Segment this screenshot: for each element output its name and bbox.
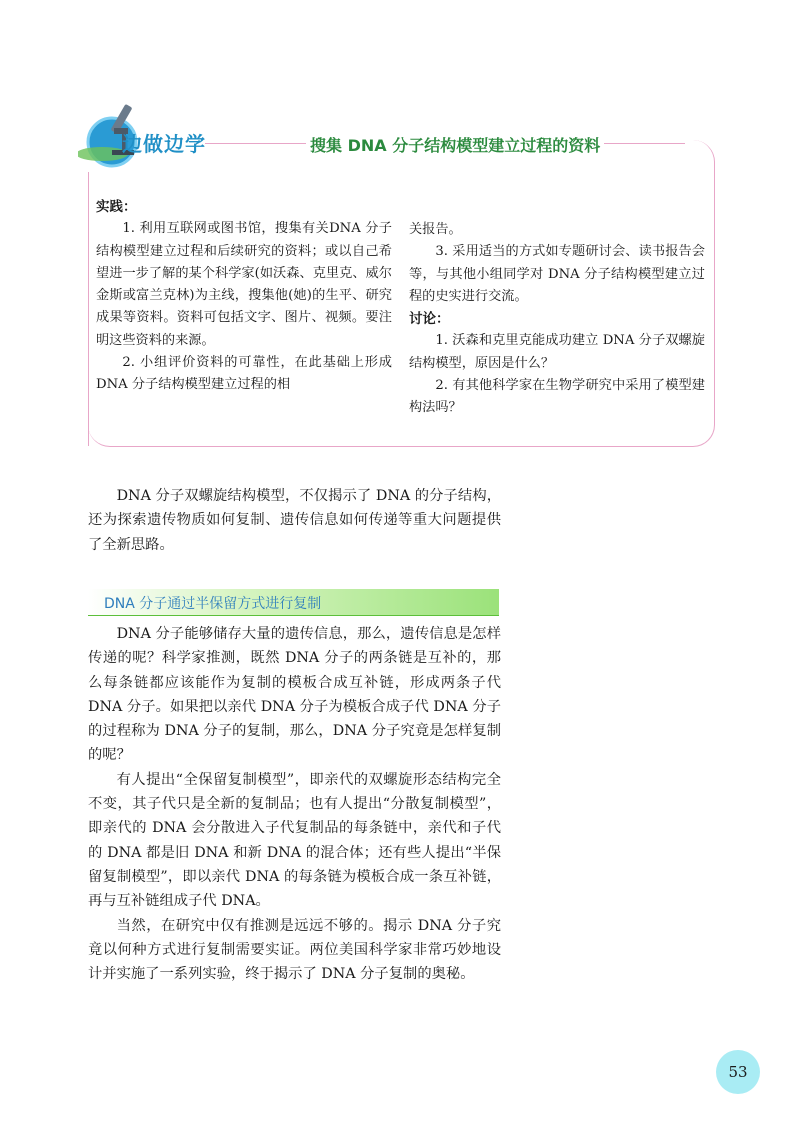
discussion-label: 讨论： bbox=[409, 311, 450, 328]
practice-item-1: 1. 利用互联网或图书馆，搜集有关DNA 分子结构模型建立过程和后续研究的资料；或以自己希望进一步了解的某个科学家(如沃森、克里克、威尔金斯或富兰克林)为主线，搜集他(她)的生平、研究成果等资料。资料可包括文字、图片、视频。要注明这些资料的来源。 bbox=[96, 221, 392, 348]
body-paragraph-2: 有人提出“全保留复制模型”，即亲代的双螺旋形态结构完全不变，其子代只是全新的复制品；也有人提出“分散复制模型”，即亲代的 DNA 会分散进入子代复制品的每条链中，亲代和子代的 DNA 都是旧 DNA 和新 DNA 的混合体；还有些人提出“半保留复制模型”，即以亲代 DNA 的每条链为模板合成一条互补链，再与互补链组成子代 DNA。 bbox=[88, 771, 501, 910]
practice-item-2-continued: 关报告。 bbox=[409, 222, 462, 237]
page-number: 53 bbox=[728, 1063, 748, 1081]
section-body bbox=[88, 622, 501, 986]
intro-paragraph-block bbox=[88, 484, 501, 557]
practice-label: 实践： bbox=[96, 199, 137, 215]
activity-right-column bbox=[409, 219, 705, 420]
activity-box-left-border bbox=[88, 172, 89, 446]
intro-paragraph: DNA 分子双螺旋结构模型，不仅揭示了 DNA 的分子结构，还为探索遗传物质如何复制、遗传信息如何传递等重大问题提供了全新思路。 bbox=[88, 488, 501, 553]
activity-logo-title: 边做边学 bbox=[122, 132, 206, 156]
body-paragraph-3: 当然，在研究中仅有推测是远远不够的。揭示 DNA 分子究竟以何种方式进行复制需要实证。两位美国科学家非常巧妙地设计并实施了一系列实验，终于揭示了 DNA 分子复制的奥秘。 bbox=[88, 917, 501, 983]
activity-left-column bbox=[96, 196, 392, 397]
page-number-badge bbox=[716, 1050, 760, 1094]
activity-heading: 搜集 DNA 分子结构模型建立过程的资料 bbox=[306, 133, 604, 156]
discussion-item-1: 1. 沃森和克里克能成功建立 DNA 分子双螺旋结构模型，原因是什么？ bbox=[409, 333, 705, 371]
practice-item-3: 3. 采用适当的方式如专题研讨会、读书报告会等，与其他小组同学对 DNA 分子结构模型建立过程的史实进行交流。 bbox=[409, 244, 705, 304]
section-title: DNA 分子通过半保留方式进行复制 bbox=[104, 596, 322, 612]
practice-item-2: 2. 小组评价资料的可靠性，在此基础上形成 DNA 分子结构模型建立过程的相 bbox=[96, 355, 392, 393]
body-paragraph-1: DNA 分子能够储存大量的遗传信息，那么，遗传信息是怎样传递的呢？科学家推测，既然 DNA 分子的两条链是互补的，那么每条链都应该能作为复制的模板合成互补链，形成两条子代 DNA 分子。如果把以亲代 DNA 分子为模板合成子代 DNA 分子的过程称为 DNA 分子的复制，那么，DNA 分子究竟是怎样复制的呢？ bbox=[88, 626, 501, 764]
section-heading-bar bbox=[88, 589, 499, 616]
discussion-item-2: 2. 有其他科学家在生物学研究中采用了模型建构法吗？ bbox=[409, 378, 705, 416]
